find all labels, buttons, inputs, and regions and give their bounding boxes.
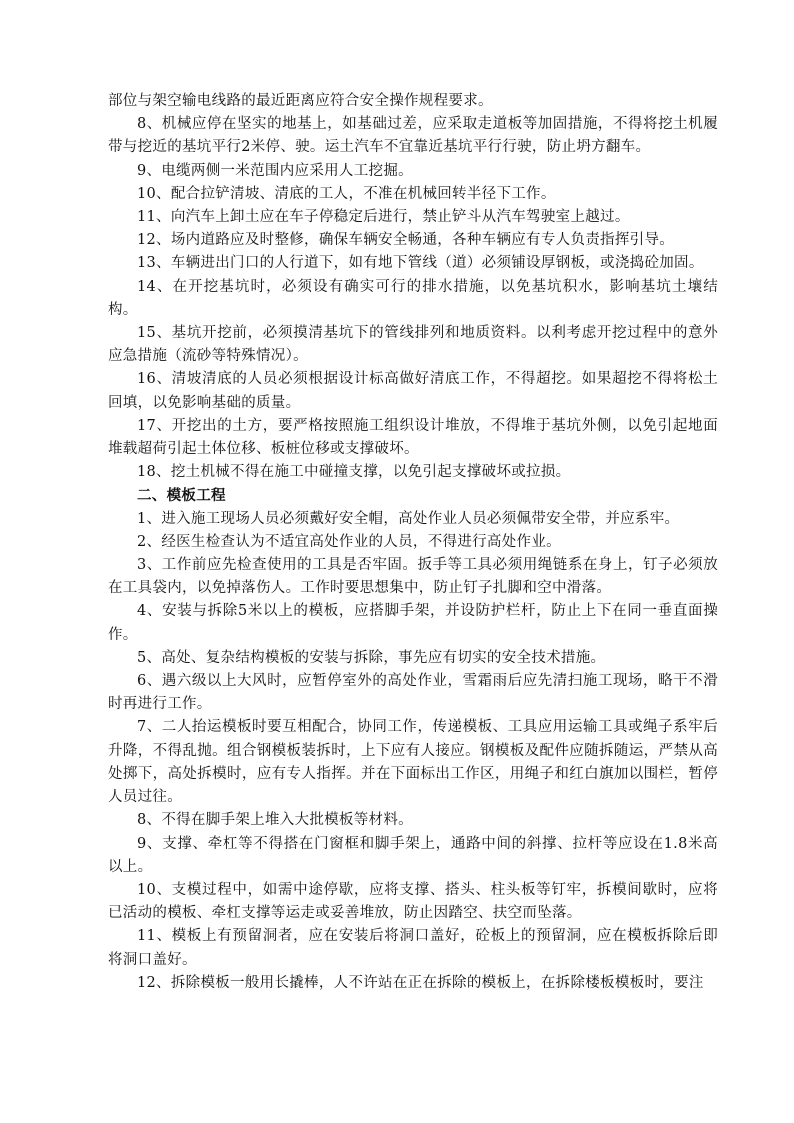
paragraph: 8、机械应停在坚实的地基上，如基础过差，应采取走道板等加固措施，不得将挖土机履带与挖近的基坑平行2米停、驶。运土汽车不宜靠近基坑平行行驶，防止坍方翻车。 (108, 116, 718, 156)
section-paragraph: 2、经医生检查认为不适宜高处作业的人员，不得进行高处作业。 (137, 533, 561, 550)
paragraph: 13、车辆进出门口的人行道下，如有地下管线（道）必须铺设厚钢板，或浇捣砼加固。 (137, 255, 704, 272)
section-paragraph: 4、安装与拆除5米以上的模板，应搭脚手架，并设防护栏杆，防止上下在同一垂直面操作。 (108, 603, 718, 643)
paragraph: 9、电缆两侧一米范围内应采用人工挖掘。 (137, 162, 413, 179)
paragraph: 11、向汽车上卸土应在车子停稳定后进行，禁止铲斗从汽车驾驶室上越过。 (137, 209, 630, 226)
section-paragraph: 9、支撑、牵杠等不得搭在门窗框和脚手架上，通路中间的斜撑、拉杆等应设在1.8米高以上。 (108, 835, 718, 875)
section-paragraph: 12、拆除模板一般用长撬棒，人不许站在正在拆除的模板上，在拆除楼板模板时，要注 (137, 974, 704, 991)
paragraph: 14、在开挖基坑时，必须设有确实可行的排水措施，以免基坑积水，影响基坑土壤结构。 (108, 278, 718, 318)
paragraph: 部位与架空输电线路的最近距离应符合安全操作规程要求。 (108, 93, 493, 109)
paragraph: 15、基坑开挖前，必须摸清基坑下的管线排列和地质资料。以利考虑开挖过程中的意外应急措施（流砂等特殊情况）。 (108, 325, 718, 365)
paragraph: 17、开挖出的土方，要严格按照施工组织设计堆放，不得堆于基坑外侧，以免引起地面堆载超荷引起土体位移、板桩位移或支撑破坏。 (108, 417, 718, 458)
section-paragraph: 7、二人抬运模板时要互相配合，协同工作，传递模板、工具应用运输工具或绳子系牢后升降，不得乱抛。组合钢模板装拆时，上下应有人接应。钢模板及配件应随拆随运，严禁从高处掷下，高处拆模时，应有专人指挥。并在下面标出工作区，用绳子和红白旗加以围栏，暂停人员过往。 (108, 719, 718, 806)
section-paragraph: 3、工作前应先检查使用的工具是否牢固。扳手等工具必须用绳链系在身上，钉子必须放在工具袋内，以免掉落伤人。工作时要思想集中，防止钉子扎脚和空中滑落。 (108, 557, 718, 597)
section-paragraph: 5、高处、复杂结构模板的安装与拆除，事先应有切实的安全技术措施。 (137, 649, 606, 666)
document-body (108, 90, 718, 995)
section-paragraph: 11、模板上有预留洞者，应在安装后将洞口盖好，砼板上的预留洞，应在模板拆除后即将洞口盖好。 (108, 928, 718, 968)
section-paragraph: 8、不得在脚手架上堆入大批模板等材料。 (137, 812, 413, 829)
section-paragraph: 6、遇六级以上大风时，应暂停室外的高处作业，雪霜雨后应先清扫施工现场，略干不滑时再进行工作。 (108, 673, 718, 713)
paragraph: 10、配合拉铲清坡、清底的工人，不准在机械回转半径下工作。 (137, 185, 556, 202)
paragraph: 12、场内道路应及时整修，确保车辆安全畅通，各种车辆应有专人负责指挥引导。 (137, 232, 675, 249)
paragraph: 18、挖土机械不得在施工中碰撞支撑，以免引起支撑破坏或拉损。 (137, 464, 571, 481)
paragraph: 16、清坡清底的人员必须根据设计标高做好清底工作，不得超挖。如果超挖不得将松土回填，以免影响基础的质量。 (108, 371, 718, 411)
section-paragraph: 1、进入施工现场人员必须戴好安全帽，高处作业人员必须佩带安全带，并应系牢。 (137, 510, 680, 527)
section-paragraph: 10、支模过程中，如需中途停歇，应将支撑、搭头、柱头板等钉牢，拆模间歇时，应将已活动的模板、牵杠支撑等运走或妥善堆放，防止因踏空、扶空而坠落。 (108, 881, 718, 922)
section-heading: 二、模板工程 (137, 487, 226, 505)
